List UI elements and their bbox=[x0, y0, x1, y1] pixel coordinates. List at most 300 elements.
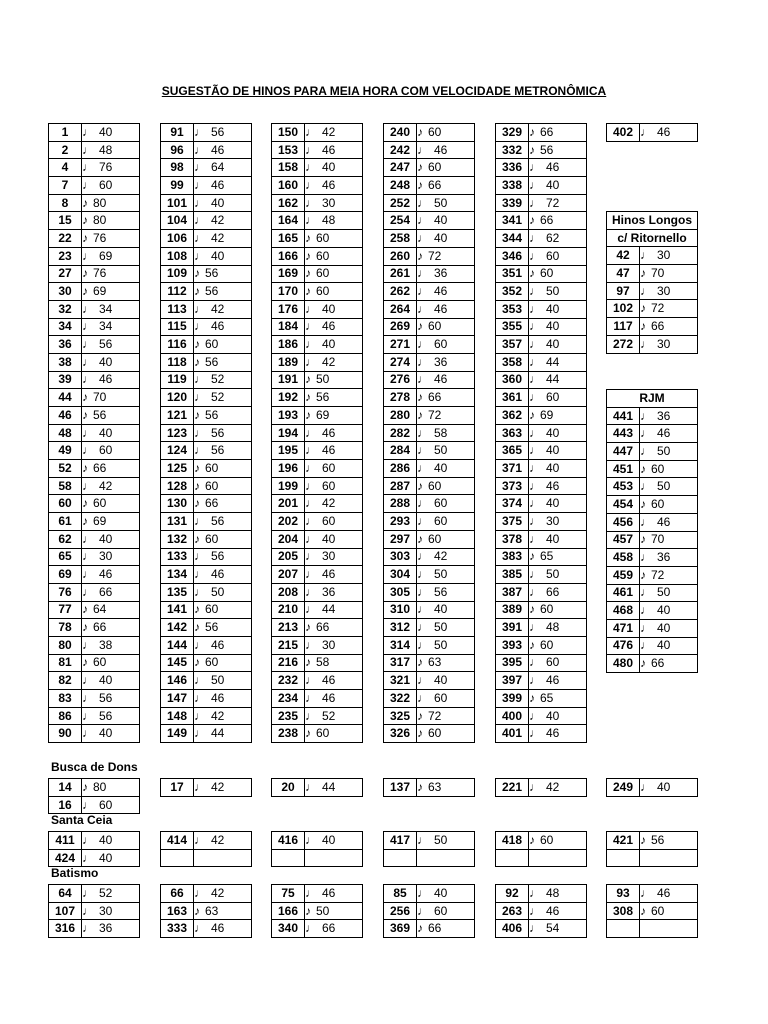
table-row bbox=[384, 442, 475, 460]
bpm-value: 48 bbox=[546, 620, 560, 635]
hymn-number: 215 bbox=[272, 636, 305, 654]
tempo-cell bbox=[529, 920, 587, 938]
table-row bbox=[272, 159, 363, 177]
quarter-note-icon: ♩ bbox=[305, 513, 317, 528]
tempo-cell bbox=[82, 885, 140, 903]
tempo-cell bbox=[417, 619, 475, 637]
tempo-cell bbox=[305, 672, 363, 690]
bpm-value: 63 bbox=[428, 779, 442, 794]
hymn-number: 120 bbox=[161, 389, 194, 407]
tempo-cell bbox=[82, 141, 140, 159]
tempo-cell bbox=[417, 583, 475, 601]
hymn-number: 317 bbox=[384, 654, 417, 672]
table-row bbox=[496, 194, 587, 212]
eighth-note-icon: ♪ bbox=[82, 779, 88, 794]
hymn-number: 176 bbox=[272, 300, 305, 318]
bpm-value: 40 bbox=[546, 496, 560, 511]
hymn-table bbox=[383, 778, 475, 797]
tempo-cell bbox=[82, 725, 140, 743]
tempo-cell bbox=[82, 230, 140, 248]
hymn-table bbox=[160, 778, 252, 797]
bpm-value: 50 bbox=[434, 195, 448, 210]
table-row bbox=[384, 654, 475, 672]
table-row bbox=[161, 460, 252, 478]
tempo-cell bbox=[305, 690, 363, 708]
table-row bbox=[496, 424, 587, 442]
quarter-note-icon: ♩ bbox=[417, 284, 429, 299]
table-row bbox=[161, 672, 252, 690]
hymn-number: 468 bbox=[607, 602, 640, 620]
bpm-value: 50 bbox=[657, 443, 671, 458]
bpm-value: 40 bbox=[546, 319, 560, 334]
table-row bbox=[384, 566, 475, 584]
quarter-note-icon: ♩ bbox=[417, 230, 429, 245]
tempo-cell bbox=[417, 124, 475, 142]
hymn-number: 329 bbox=[496, 124, 529, 142]
quarter-note-icon: ♩ bbox=[194, 372, 206, 387]
table-row bbox=[496, 460, 587, 478]
bpm-value: 72 bbox=[428, 708, 442, 723]
quarter-note-icon: ♩ bbox=[529, 496, 541, 511]
tempo-cell bbox=[82, 300, 140, 318]
tempo-cell bbox=[194, 530, 252, 548]
quarter-note-icon: ♩ bbox=[305, 549, 317, 564]
table-row bbox=[49, 832, 140, 850]
table-row bbox=[607, 425, 698, 443]
hymn-number: 360 bbox=[496, 371, 529, 389]
bpm-value: 30 bbox=[322, 637, 336, 652]
bpm-value: 30 bbox=[657, 336, 671, 351]
table-row bbox=[272, 371, 363, 389]
quarter-note-icon: ♩ bbox=[194, 832, 206, 847]
quarter-note-icon: ♩ bbox=[194, 513, 206, 528]
bpm-value: 40 bbox=[434, 885, 448, 900]
bpm-value: 46 bbox=[434, 301, 448, 316]
tempo-cell bbox=[194, 725, 252, 743]
quarter-note-icon: ♩ bbox=[82, 248, 94, 263]
tempo-cell bbox=[305, 371, 363, 389]
tempo-cell bbox=[82, 566, 140, 584]
table-row bbox=[384, 265, 475, 283]
table-row bbox=[272, 265, 363, 283]
table-row bbox=[49, 460, 140, 478]
tempo-cell bbox=[305, 389, 363, 407]
bpm-value: 60 bbox=[651, 903, 665, 918]
quarter-note-icon: ♩ bbox=[305, 301, 317, 316]
eighth-note-icon: ♪ bbox=[529, 637, 535, 652]
hymn-table bbox=[271, 884, 363, 938]
table-row bbox=[607, 584, 698, 602]
tempo-cell bbox=[194, 495, 252, 513]
quarter-note-icon: ♩ bbox=[305, 443, 317, 458]
hymn-number: 357 bbox=[496, 336, 529, 354]
table-row bbox=[49, 513, 140, 531]
table-row bbox=[607, 637, 698, 655]
quarter-note-icon: ♩ bbox=[529, 531, 541, 546]
table-row bbox=[49, 920, 140, 938]
quarter-note-icon: ♩ bbox=[529, 337, 541, 352]
quarter-note-icon: ♩ bbox=[194, 567, 206, 582]
hymn-number: 205 bbox=[272, 548, 305, 566]
tempo-cell bbox=[82, 265, 140, 283]
bpm-value: 40 bbox=[546, 425, 560, 440]
tempo-cell bbox=[305, 583, 363, 601]
empty-row bbox=[272, 849, 363, 867]
hymn-number: 107 bbox=[49, 902, 82, 920]
hymn-number: 146 bbox=[161, 672, 194, 690]
tempo-cell bbox=[82, 548, 140, 566]
quarter-note-icon: ♩ bbox=[417, 337, 429, 352]
bpm-value: 40 bbox=[434, 602, 448, 617]
tempo-cell bbox=[194, 619, 252, 637]
tempo-cell bbox=[640, 407, 698, 425]
table-row bbox=[161, 583, 252, 601]
bpm-value: 72 bbox=[546, 195, 560, 210]
empty-row bbox=[607, 849, 698, 867]
tempo-cell bbox=[194, 513, 252, 531]
bpm-value: 56 bbox=[99, 337, 113, 352]
table-row bbox=[272, 477, 363, 495]
bpm-value: 63 bbox=[428, 655, 442, 670]
tempo-cell bbox=[529, 407, 587, 425]
hymn-number: 184 bbox=[272, 318, 305, 336]
hymn-number: 204 bbox=[272, 530, 305, 548]
bpm-value: 56 bbox=[99, 708, 113, 723]
tempo-cell bbox=[417, 230, 475, 248]
tempo-cell bbox=[194, 353, 252, 371]
tempo-cell bbox=[82, 353, 140, 371]
tempo-cell bbox=[640, 496, 698, 514]
table-row bbox=[496, 141, 587, 159]
bpm-value: 58 bbox=[316, 655, 330, 670]
hymn-number: 82 bbox=[49, 672, 82, 690]
quarter-note-icon: ♩ bbox=[417, 142, 429, 157]
table-row bbox=[49, 725, 140, 743]
bpm-value: 30 bbox=[322, 549, 336, 564]
hymn-number: 260 bbox=[384, 247, 417, 265]
tempo-cell bbox=[82, 336, 140, 354]
hymn-table bbox=[606, 123, 698, 142]
bpm-value: 60 bbox=[93, 655, 107, 670]
tempo-cell bbox=[640, 318, 698, 336]
bpm-value: 60 bbox=[205, 478, 219, 493]
table-row bbox=[496, 124, 587, 142]
bpm-value: 42 bbox=[211, 708, 225, 723]
tempo-cell bbox=[529, 495, 587, 513]
bpm-value: 46 bbox=[322, 142, 336, 157]
quarter-note-icon: ♩ bbox=[529, 673, 541, 688]
hymn-number: 48 bbox=[49, 424, 82, 442]
quarter-note-icon: ♩ bbox=[529, 177, 541, 192]
bpm-value: 66 bbox=[205, 496, 219, 511]
hymn-number: 77 bbox=[49, 601, 82, 619]
hymn-number: 284 bbox=[384, 442, 417, 460]
bpm-value: 46 bbox=[546, 160, 560, 175]
bpm-value: 69 bbox=[540, 407, 554, 422]
eighth-note-icon: ♪ bbox=[194, 354, 200, 369]
hymn-number: 210 bbox=[272, 601, 305, 619]
hymn-number: 471 bbox=[607, 619, 640, 637]
tempo-cell bbox=[82, 654, 140, 672]
bpm-value: 40 bbox=[434, 213, 448, 228]
quarter-note-icon: ♩ bbox=[529, 372, 541, 387]
bpm-value: 60 bbox=[434, 690, 448, 705]
bpm-value: 52 bbox=[211, 372, 225, 387]
bpm-value: 52 bbox=[322, 708, 336, 723]
table-row bbox=[496, 371, 587, 389]
hymn-number: 240 bbox=[384, 124, 417, 142]
table-row bbox=[496, 566, 587, 584]
hymn-number: 96 bbox=[161, 141, 194, 159]
tempo-cell bbox=[305, 530, 363, 548]
table-row bbox=[496, 636, 587, 654]
bpm-value: 46 bbox=[99, 567, 113, 582]
table-row bbox=[161, 619, 252, 637]
quarter-note-icon: ♩ bbox=[640, 603, 652, 618]
hymn-table bbox=[495, 884, 587, 938]
hymn-number: 303 bbox=[384, 548, 417, 566]
quarter-note-icon: ♩ bbox=[305, 195, 317, 210]
bpm-value: 56 bbox=[434, 584, 448, 599]
hymn-number: 17 bbox=[161, 779, 194, 797]
hymn-number: 385 bbox=[496, 566, 529, 584]
table-row bbox=[496, 690, 587, 708]
bpm-value: 60 bbox=[434, 496, 448, 511]
bpm-value: 66 bbox=[322, 921, 336, 936]
table-row bbox=[272, 336, 363, 354]
table-row bbox=[161, 495, 252, 513]
quarter-note-icon: ♩ bbox=[305, 478, 317, 493]
tempo-cell bbox=[529, 636, 587, 654]
tempo-cell bbox=[529, 247, 587, 265]
eighth-note-icon: ♪ bbox=[640, 301, 646, 316]
table-header: Hinos Longos bbox=[607, 212, 698, 230]
hymn-number: 80 bbox=[49, 636, 82, 654]
section-label-busca-de-dons: Busca de Dons bbox=[51, 760, 138, 774]
bpm-value: 46 bbox=[211, 637, 225, 652]
eighth-note-icon: ♪ bbox=[194, 266, 200, 281]
table-row bbox=[49, 636, 140, 654]
tempo-cell bbox=[82, 796, 140, 814]
quarter-note-icon: ♩ bbox=[82, 337, 94, 352]
table-row bbox=[384, 513, 475, 531]
hymn-number: 457 bbox=[607, 531, 640, 549]
hymn-number: 164 bbox=[272, 212, 305, 230]
tempo-cell bbox=[529, 548, 587, 566]
table-row bbox=[496, 212, 587, 230]
quarter-note-icon: ♩ bbox=[640, 443, 652, 458]
quarter-note-icon: ♩ bbox=[194, 160, 206, 175]
table-row bbox=[49, 247, 140, 265]
eighth-note-icon: ♪ bbox=[417, 390, 423, 405]
table-row bbox=[49, 230, 140, 248]
bpm-value: 60 bbox=[428, 319, 442, 334]
tempo-cell bbox=[417, 690, 475, 708]
tempo-cell bbox=[529, 283, 587, 301]
table-row bbox=[161, 389, 252, 407]
tempo-cell bbox=[417, 654, 475, 672]
bpm-value: 60 bbox=[322, 513, 336, 528]
hymn-number: 34 bbox=[49, 318, 82, 336]
bpm-value: 30 bbox=[322, 195, 336, 210]
bpm-value: 60 bbox=[546, 655, 560, 670]
bpm-value: 72 bbox=[428, 407, 442, 422]
hymn-number: 459 bbox=[607, 566, 640, 584]
table-row bbox=[161, 902, 252, 920]
tempo-cell bbox=[305, 336, 363, 354]
hymn-number: 196 bbox=[272, 460, 305, 478]
table-row bbox=[607, 566, 698, 584]
tempo-cell bbox=[82, 832, 140, 850]
tempo-cell bbox=[82, 583, 140, 601]
bpm-value: 46 bbox=[322, 443, 336, 458]
quarter-note-icon: ♩ bbox=[529, 513, 541, 528]
table-row bbox=[49, 177, 140, 195]
hymn-number: 141 bbox=[161, 601, 194, 619]
table-row bbox=[496, 230, 587, 248]
bpm-value: 56 bbox=[211, 549, 225, 564]
bpm-value: 46 bbox=[322, 673, 336, 688]
table-row bbox=[272, 407, 363, 425]
bpm-value: 44 bbox=[546, 354, 560, 369]
hymn-number: 322 bbox=[384, 690, 417, 708]
quarter-note-icon: ♩ bbox=[417, 832, 429, 847]
tempo-cell bbox=[529, 460, 587, 478]
bpm-value: 44 bbox=[322, 779, 336, 794]
eighth-note-icon: ♪ bbox=[640, 532, 646, 547]
bpm-value: 50 bbox=[657, 585, 671, 600]
bpm-value: 60 bbox=[99, 443, 113, 458]
quarter-note-icon: ♩ bbox=[194, 885, 206, 900]
tempo-cell bbox=[194, 318, 252, 336]
quarter-note-icon: ♩ bbox=[417, 885, 429, 900]
hymn-number: 23 bbox=[49, 247, 82, 265]
hymn-number: 52 bbox=[49, 460, 82, 478]
tempo-cell bbox=[417, 707, 475, 725]
hymn-number: 36 bbox=[49, 336, 82, 354]
bpm-value: 66 bbox=[546, 584, 560, 599]
table-row bbox=[161, 636, 252, 654]
tempo-cell bbox=[82, 495, 140, 513]
bpm-value: 50 bbox=[434, 567, 448, 582]
hymn-number: 118 bbox=[161, 353, 194, 371]
quarter-note-icon: ♩ bbox=[82, 584, 94, 599]
bpm-value: 56 bbox=[99, 690, 113, 705]
bpm-value: 56 bbox=[205, 620, 219, 635]
hymn-number: 166 bbox=[272, 902, 305, 920]
quarter-note-icon: ♩ bbox=[82, 160, 94, 175]
table-row bbox=[384, 159, 475, 177]
table-row bbox=[161, 265, 252, 283]
bpm-value: 56 bbox=[205, 284, 219, 299]
quarter-note-icon: ♩ bbox=[529, 779, 541, 794]
tempo-cell bbox=[529, 389, 587, 407]
table-row bbox=[49, 300, 140, 318]
quarter-note-icon: ♩ bbox=[194, 673, 206, 688]
tempo-cell bbox=[529, 300, 587, 318]
bpm-value: 72 bbox=[651, 567, 665, 582]
table-row bbox=[496, 779, 587, 797]
eighth-note-icon: ♪ bbox=[82, 266, 88, 281]
tempo-cell bbox=[529, 124, 587, 142]
table-row bbox=[161, 194, 252, 212]
hymn-number: 338 bbox=[496, 177, 529, 195]
quarter-note-icon: ♩ bbox=[417, 425, 429, 440]
eighth-note-icon: ♪ bbox=[417, 726, 423, 741]
table-row bbox=[607, 443, 698, 461]
bpm-value: 66 bbox=[428, 177, 442, 192]
bpm-value: 66 bbox=[540, 213, 554, 228]
table-header: RJM bbox=[607, 390, 698, 408]
bpm-value: 60 bbox=[540, 602, 554, 617]
tempo-cell bbox=[529, 654, 587, 672]
tempo-cell bbox=[529, 513, 587, 531]
table-row bbox=[384, 424, 475, 442]
tempo-cell bbox=[417, 672, 475, 690]
tempo-cell bbox=[305, 460, 363, 478]
hymn-number: 411 bbox=[49, 832, 82, 850]
tempo-cell bbox=[417, 902, 475, 920]
hymn-number: 308 bbox=[607, 902, 640, 920]
quarter-note-icon: ♩ bbox=[194, 443, 206, 458]
eighth-note-icon: ♪ bbox=[305, 655, 311, 670]
tempo-cell bbox=[194, 371, 252, 389]
hymn-number: 247 bbox=[384, 159, 417, 177]
bpm-value: 60 bbox=[434, 337, 448, 352]
quarter-note-icon: ♩ bbox=[194, 637, 206, 652]
hymn-number: 321 bbox=[384, 672, 417, 690]
tempo-cell bbox=[529, 477, 587, 495]
quarter-note-icon: ♩ bbox=[417, 195, 429, 210]
table-row bbox=[49, 654, 140, 672]
table-row bbox=[607, 265, 698, 283]
hymn-number: 363 bbox=[496, 424, 529, 442]
bpm-value: 60 bbox=[316, 248, 330, 263]
tempo-cell bbox=[529, 159, 587, 177]
table-row bbox=[496, 583, 587, 601]
table-row bbox=[161, 654, 252, 672]
hymn-number: 361 bbox=[496, 389, 529, 407]
hymn-number: 242 bbox=[384, 141, 417, 159]
table-row bbox=[272, 654, 363, 672]
hymn-number: 274 bbox=[384, 353, 417, 371]
bpm-value: 80 bbox=[93, 213, 107, 228]
table-row bbox=[384, 194, 475, 212]
table-row bbox=[384, 389, 475, 407]
hymn-number: 124 bbox=[161, 442, 194, 460]
quarter-note-icon: ♩ bbox=[305, 460, 317, 475]
table-row bbox=[496, 300, 587, 318]
tempo-cell bbox=[417, 407, 475, 425]
tempo-cell bbox=[529, 530, 587, 548]
quarter-note-icon: ♩ bbox=[194, 213, 206, 228]
tempo-cell bbox=[194, 336, 252, 354]
bpm-value: 42 bbox=[434, 549, 448, 564]
eighth-note-icon: ♪ bbox=[417, 779, 423, 794]
table-row bbox=[384, 548, 475, 566]
tempo-cell bbox=[417, 283, 475, 301]
table-row bbox=[161, 407, 252, 425]
tempo-cell bbox=[82, 530, 140, 548]
tempo-cell bbox=[194, 442, 252, 460]
table-row bbox=[272, 832, 363, 850]
hymn-number: 238 bbox=[272, 725, 305, 743]
eighth-note-icon: ♪ bbox=[305, 903, 311, 918]
bpm-value: 60 bbox=[651, 461, 665, 476]
hymn-number: 97 bbox=[607, 282, 640, 300]
hymn-number: 102 bbox=[607, 300, 640, 318]
bpm-value: 56 bbox=[205, 266, 219, 281]
